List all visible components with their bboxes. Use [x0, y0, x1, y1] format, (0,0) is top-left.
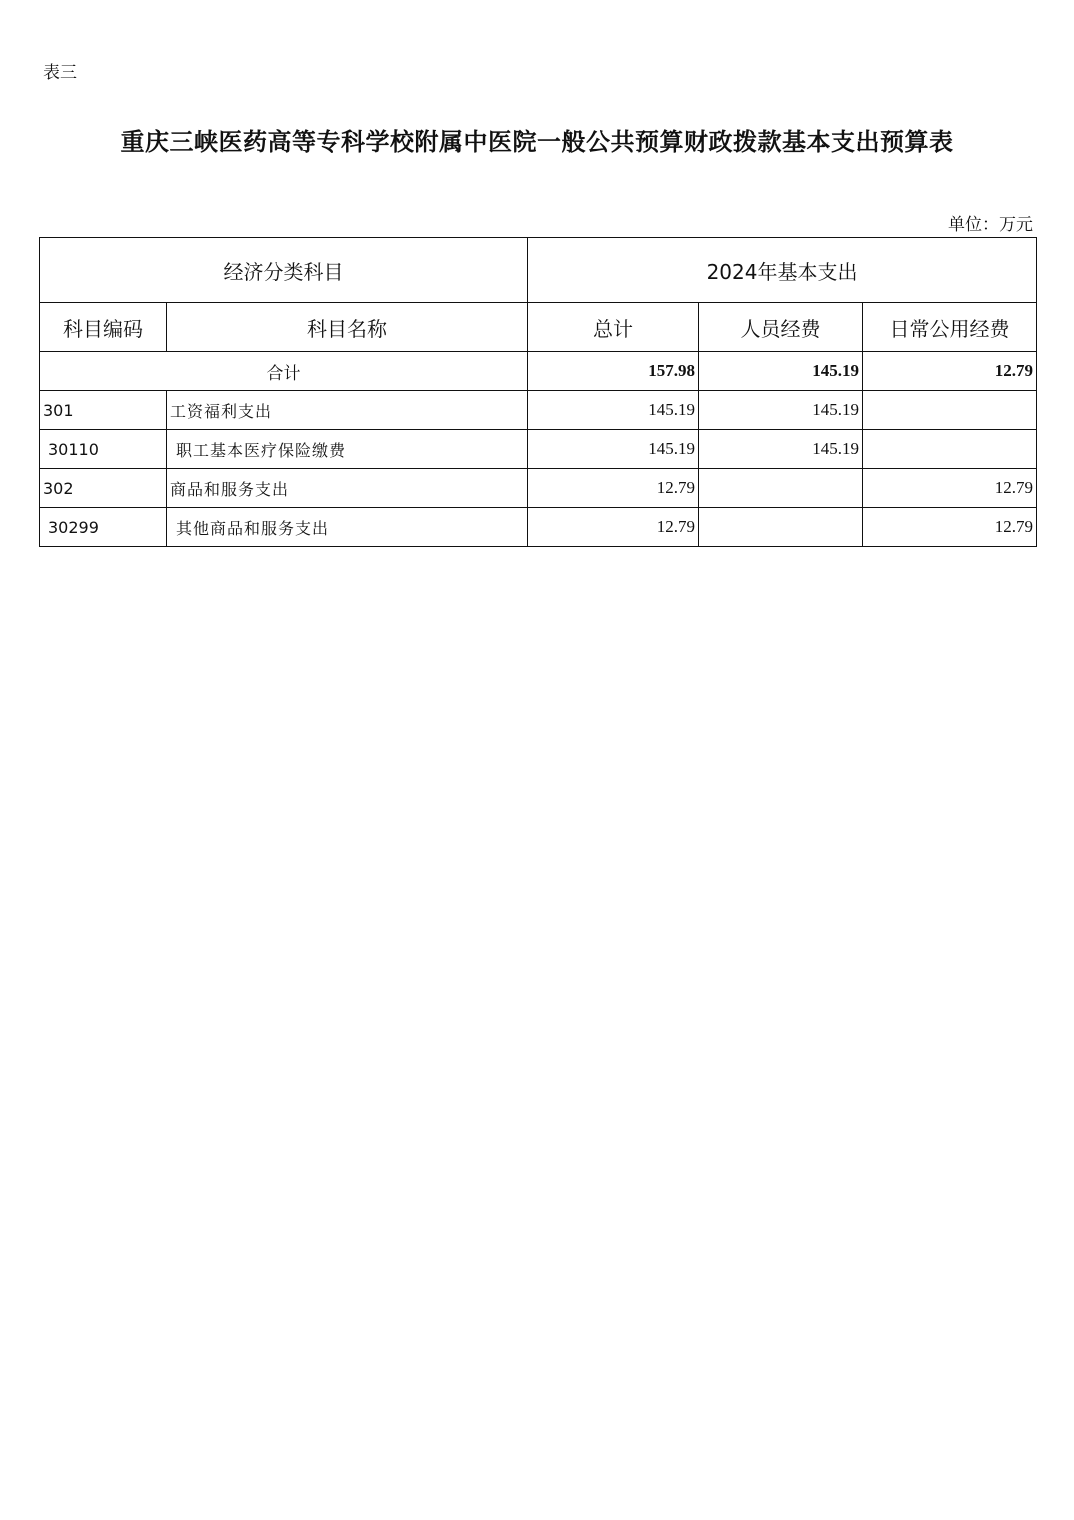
header-name: 科目名称 — [167, 303, 528, 352]
row-total: 12.79 — [528, 508, 699, 547]
header-row-group — [40, 238, 1037, 303]
row-public — [863, 430, 1037, 469]
total-row — [40, 352, 1037, 391]
row-code: 30110 — [40, 430, 167, 469]
header-code: 科目编码 — [40, 303, 167, 352]
row-public: 12.79 — [863, 469, 1037, 508]
row-personnel: 145.19 — [699, 391, 863, 430]
total-public: 12.79 — [863, 352, 1037, 391]
total-label: 合计 — [40, 352, 528, 391]
header-public: 日常公用经费 — [863, 303, 1037, 352]
row-personnel — [699, 508, 863, 547]
total-personnel: 145.19 — [699, 352, 863, 391]
total-total: 157.98 — [528, 352, 699, 391]
row-name: 工资福利支出 — [167, 391, 528, 430]
row-name: 职工基本医疗保险缴费 — [167, 430, 528, 469]
row-personnel: 145.19 — [699, 430, 863, 469]
row-total: 145.19 — [528, 391, 699, 430]
table-row — [40, 508, 1037, 547]
table-row — [40, 469, 1037, 508]
row-code: 302 — [40, 469, 167, 508]
row-name: 商品和服务支出 — [167, 469, 528, 508]
row-code: 30299 — [40, 508, 167, 547]
unit-label: 单位：万元 — [948, 215, 1033, 235]
header-economic-category: 经济分类科目 — [40, 238, 528, 303]
document-title: 重庆三峡医药高等专科学校附属中医院一般公共预算财政拨款基本支出预算表 — [120, 127, 954, 156]
header-row-columns — [40, 303, 1037, 352]
table-label: 表三 — [43, 63, 77, 83]
table-row — [40, 430, 1037, 469]
budget-table — [39, 237, 1037, 547]
row-public — [863, 391, 1037, 430]
row-personnel — [699, 469, 863, 508]
header-basic-expense: 2024年基本支出 — [528, 238, 1037, 303]
table-row — [40, 391, 1037, 430]
row-total: 145.19 — [528, 430, 699, 469]
row-total: 12.79 — [528, 469, 699, 508]
row-name: 其他商品和服务支出 — [167, 508, 528, 547]
header-total: 总计 — [528, 303, 699, 352]
row-code: 301 — [40, 391, 167, 430]
row-public: 12.79 — [863, 508, 1037, 547]
header-personnel: 人员经费 — [699, 303, 863, 352]
